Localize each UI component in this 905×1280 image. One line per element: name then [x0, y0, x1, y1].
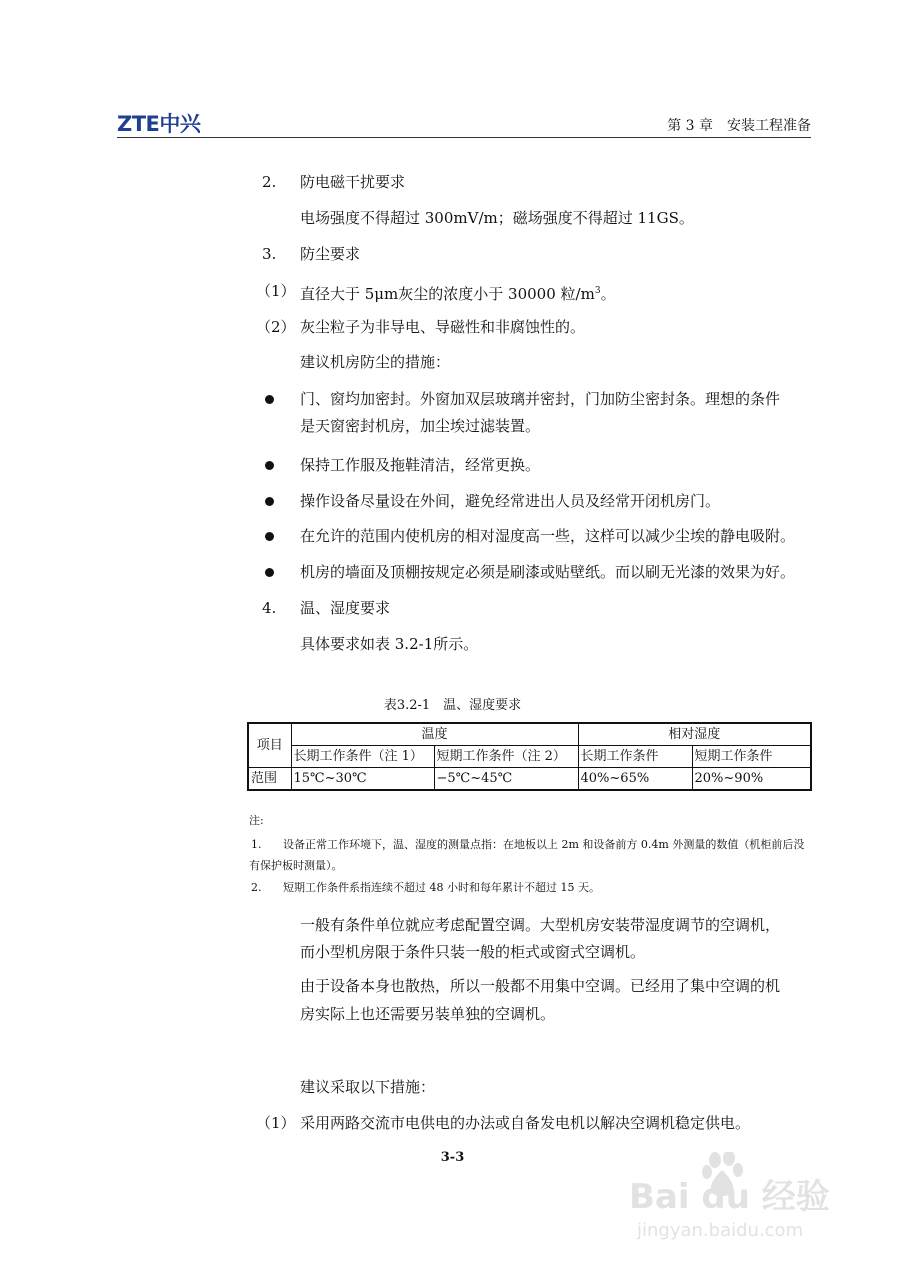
table-cell: −5℃~45℃: [434, 768, 578, 791]
bullet-item-continued: 是天窗密封机房，加尘埃过滤装置。: [300, 417, 541, 435]
chapter-title: 第 3 章 安装工程准备: [667, 118, 811, 134]
bullet-dot: [265, 497, 274, 506]
table-subheader: 短期工作条件（注 2）: [434, 746, 578, 768]
section-3-item-2: 灰尘粒子为非导电、导磁性和非腐蚀性的。: [300, 318, 586, 336]
table-cell: 40%~65%: [578, 768, 692, 791]
company-logo: ZTE中兴: [117, 112, 201, 136]
watermark-url: jingyan.baidu.com: [637, 1220, 804, 1241]
table-subheader: 短期工作条件: [692, 746, 811, 768]
measure-1-number: （1）: [256, 1114, 296, 1132]
watermark-brand: Bai du 经验: [629, 1177, 830, 1217]
section-3-item-1: [300, 281, 616, 304]
table-header-humidity: 相对湿度: [578, 723, 811, 746]
table-subheader: 长期工作条件: [578, 746, 692, 768]
page-number: 3-3: [440, 1150, 465, 1165]
note-2-text: 短期工作条件系指连续不超过 48 小时和每年累计不超过 15 天。: [283, 881, 600, 894]
bullet-dot: [265, 461, 274, 470]
measures-intro: 建议采取以下措施：: [300, 1078, 436, 1096]
section-3-title: 防尘要求: [300, 245, 361, 263]
section-4-number: 4.: [262, 599, 277, 617]
section-3-item-1-number: （1）: [256, 282, 296, 300]
notes-label: 注:: [249, 814, 264, 827]
section-4-title: 温、湿度要求: [300, 599, 391, 617]
bullet-item: 保持工作服及拖鞋清洁，经常更换。: [300, 456, 541, 474]
section-4-body: 具体要求如表 3.2-1所示。: [300, 635, 479, 653]
bullet-dot: [265, 532, 274, 541]
bullet-dot: [265, 568, 274, 577]
table-cell: 15℃~30℃: [291, 768, 434, 791]
section-3-item-1-text: 直径大于 5μm灰尘的浓度小于 30000 粒/m: [300, 285, 595, 303]
table-header-temperature: 温度: [291, 723, 578, 746]
paragraph-aircon-1-continued: 而小型机房限于条件只装一般的柜式或窗式空调机。: [300, 943, 646, 961]
paragraph-aircon-1: 一般有条件单位就应考虑配置空调。大型机房安装带湿度调节的空调机，: [300, 916, 781, 934]
bullet-item: 机房的墙面及顶棚按规定必须是刷漆或贴壁纸。而以刷无光漆的效果为好。: [300, 563, 796, 581]
bullet-item: 操作设备尽量设在外间，避免经常进出人员及经常开闭机房门。: [300, 492, 721, 510]
table-row: [248, 746, 811, 768]
section-3-item-1-superscript: 3: [594, 286, 601, 296]
section-2-number: 2.: [262, 173, 277, 191]
table-cell: 20%~90%: [692, 768, 811, 791]
header-divider: [117, 137, 811, 138]
measure-1-text: 采用两路交流市电供电的办法或自备发电机以解决空调机稳定供电。: [300, 1114, 751, 1132]
section-2-title: 防电磁干扰要求: [300, 173, 406, 191]
paragraph-aircon-2: 由于设备本身也散热，所以一般都不用集中空调。已经用了集中空调的机: [300, 977, 781, 995]
table-subheader: 长期工作条件（注 1）: [291, 746, 434, 768]
dust-advice-intro: 建议机房防尘的措施：: [300, 353, 451, 371]
table-header-item: 项目: [248, 723, 291, 768]
section-3-number: 3.: [262, 245, 277, 263]
table-row: [248, 723, 811, 746]
section-3-item-1-end: 。: [600, 285, 616, 303]
temperature-humidity-table: [247, 722, 812, 791]
note-1-text-continued: 有保护板时测量）。: [249, 859, 343, 872]
section-2-body: 电场强度不得超过 300mV/m；磁场强度不得超过 11GS。: [300, 209, 694, 227]
table-caption: 表3.2-1 温、湿度要求: [383, 698, 522, 713]
table-row-label: 范围: [248, 768, 291, 791]
baidu-watermark: [629, 1152, 849, 1242]
paragraph-aircon-2-continued: 房实际上也还需要另装单独的空调机。: [300, 1005, 556, 1023]
bullet-dot: [265, 395, 274, 404]
bullet-item: 门、窗均加密封。外窗加双层玻璃并密封，门加防尘密封条。理想的条件: [300, 390, 781, 408]
table-row: [248, 768, 811, 791]
note-1-text: 设备正常工作环境下，温、湿度的测量点指：在地板以上 2m 和设备前方 0.4m 外测量的数值（机柜前后没: [283, 838, 805, 851]
bullet-item: 在允许的范围内使机房的相对湿度高一些，这样可以减少尘埃的静电吸附。: [300, 527, 796, 545]
note-2-number: 2.: [251, 881, 262, 894]
note-1-number: 1.: [251, 838, 262, 851]
section-3-item-2-number: （2）: [256, 318, 296, 336]
